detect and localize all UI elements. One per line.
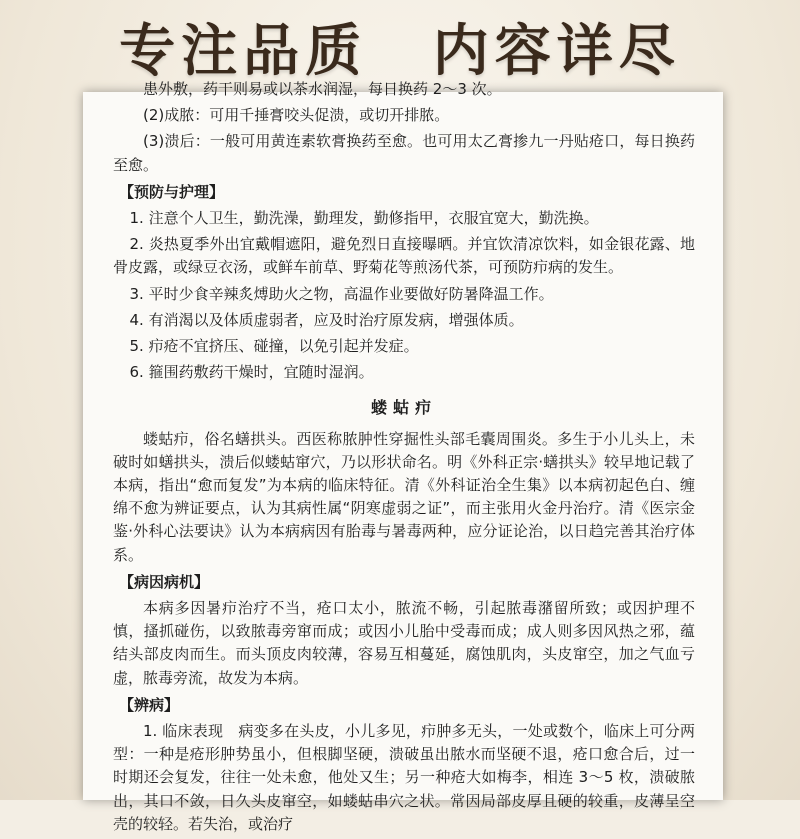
paragraph-kuihou: (3)溃后：一般可用黄连素软膏换药至愈。也可用太乙膏掺九一丹贴疮口，每日换药至愈。 [113, 132, 695, 174]
section-title: 蝼蛄疖 [370, 398, 437, 418]
list-item: 2. 炎热夏季外出宜戴帽遮阳，避免烈日直接曝晒。并宜饮清凉饮料，如金银花露、地骨皮露，或绿豆衣汤，或鲜车前草、野菊花等煎汤代茶，可预防疖病的发生。 [113, 235, 695, 277]
list-item: 3. 平时少食辛辣炙煿助火之物，高温作业要做好防暑降温工作。 [129, 284, 554, 303]
page-text [83, 78, 723, 839]
diagnosis-paragraph: 1. 临床表现 病变多在头皮，小儿多见，疖肿多无头，一处或数个，临床上可分两型：一种是疮形肿势虽小，但根脚坚硬，溃破虽出脓水而坚硬不退，疮口愈合后，过一时期还会复发，往往一处未愈，他处又生；另一种疮大如梅李，相连 3～5 枚，溃破脓出，其口不敛，日久头皮窜空，如蝼蛄串穴之状。常因局部皮厚且硬的较重，皮薄呈空壳的较轻。若失治，或治疗 [113, 722, 695, 833]
etiology-paragraph: 本病多因暑疖治疗不当，疮口太小，脓流不畅，引起脓毒潴留所致；或因护理不慎，搔抓碰伤，以致脓毒旁窜而成；或因小儿胎中受毒而成；成人则多因风热之邪，蕴结头部皮肉而生。而头顶皮肉较薄，容易互相蔓延，腐蚀肌肉，头皮窜空，加之气血亏虚，脓毒旁流，故发为本病。 [113, 599, 695, 687]
diagnosis-heading: 【辨病】 [119, 695, 180, 714]
banner-right: 内容详尽 [432, 19, 681, 84]
list-item: 4. 有消渴以及体质虚弱者，应及时治疗原发病，增强体质。 [129, 310, 524, 329]
banner-left: 专注品质 [119, 19, 368, 84]
list-item: 6. 箍围药敷药干燥时，宜随时湿润。 [129, 363, 374, 382]
intro-paragraph: 蝼蛄疖，俗名蟮拱头。西医称脓肿性穿掘性头部毛囊周围炎。多生于小儿头上，未破时如蟮拱头，溃后似蝼蛄窜穴，乃以形状命名。明《外科正宗·蟮拱头》较早地记载了本病，指出“愈而复发”为本病的临床特征。清《外科证治全生集》以本病初起色白、缠绵不愈为辨证要点，认为其病性属“阴寒虚弱之证”，而主张用火金丹治疗。清《医宗金鉴·外科心法要诀》认为本病病因有胎毒与暑毒两种，应分证论治，以日趋完善其治疗体系。 [113, 429, 695, 564]
prevention-heading: 【预防与护理】 [119, 182, 225, 201]
book-page [83, 80, 723, 833]
paragraph-chengnong: (2)成脓：可用千捶膏咬头促溃，或切开排脓。 [143, 106, 450, 125]
etiology-heading: 【病因病机】 [119, 572, 210, 591]
list-item: 5. 疖疮不宜挤压、碰撞，以免引起并发症。 [129, 337, 419, 356]
cutoff-line: 患外敷，药干则易或以茶水润湿，每日换药 2～3 次。 [143, 80, 502, 98]
list-item: 1. 注意个人卫生，勤洗澡，勤理发，勤修指甲，衣服宜宽大，勤洗换。 [129, 209, 599, 228]
